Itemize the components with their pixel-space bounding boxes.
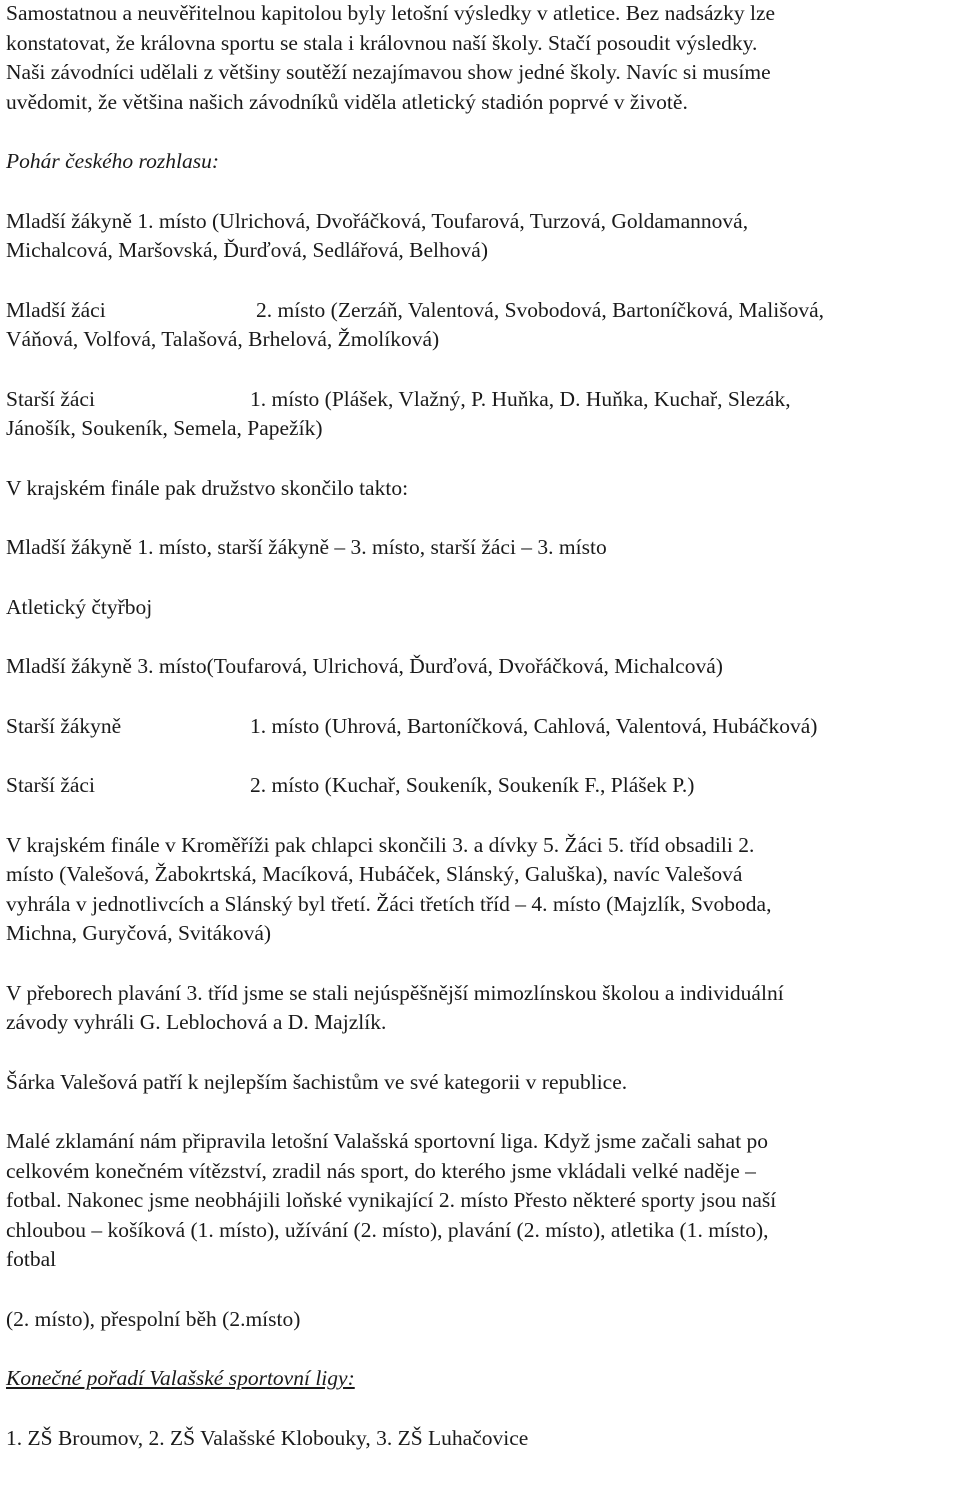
kromeriz-paragraph xyxy=(6,831,954,949)
text-line: Michna, Guryčová, Svitáková) xyxy=(6,921,272,945)
liga-tail-paragraph: (2. místo), přespolní běh (2.místo) xyxy=(6,1306,301,1331)
text-line: chloubou – košíková (1. místo), užívání (2. místo), plavání (2. místo), atletika (1. místo), xyxy=(6,1217,769,1242)
text-line: fotbal xyxy=(6,1247,57,1271)
category-label: Starší žáci xyxy=(6,386,95,411)
result-text: 1. místo (Plášek, Vlažný, P. Huňka, D. Huňka, Kuchař, Slezák, xyxy=(250,386,791,411)
sachy-paragraph: Šárka Valešová patří k nejlepším šachistům ve své kategorii v republice. xyxy=(6,1069,628,1094)
plavani-paragraph xyxy=(6,979,954,1038)
text-line: místo (Valešová, Žabokrtská, Macíková, Hubáček, Slánský, Galuška), navíc Valešová xyxy=(6,862,743,886)
text-line: konstatovat, že královna sportu se stala i královnou naší školy. Stačí posoudit výsledky. xyxy=(6,30,758,55)
pohar-heading: Pohár českého rozhlasu: xyxy=(6,149,219,173)
category-label: Starší žákyně xyxy=(6,713,122,738)
text-line: V krajském finále v Kroměříži pak chlapci skončili 3. a dívky 5. Žáci 5. tříd obsadili 2. xyxy=(6,832,755,857)
liga-paragraph xyxy=(6,1127,954,1275)
text-line: Naši závodníci udělali z většiny soutěží nezajímavou show jedné školy. Navíc si musíme xyxy=(6,60,771,84)
category-label: Starší žáci xyxy=(6,773,95,797)
result-continuation: Jánošík, Soukeník, Semela, Papežík) xyxy=(6,416,323,440)
text-line: V přeborech plavání 3. tříd jsme se stali nejúspěšnější mimozlínskou školou a individuální xyxy=(6,980,784,1005)
pohar-mladsi-zaci xyxy=(6,296,954,355)
text-line: Mladší žákyně 1. místo (Ulrichová, Dvořáčková, Toufarová, Turzová, Goldamannová, xyxy=(6,208,749,233)
result-continuation: Váňová, Volfová, Talašová, Brhelová, Žmolíková) xyxy=(6,327,440,351)
result-text: 2. místo (Kuchař, Soukeník, Soukeník F., Plášek P.) xyxy=(250,773,695,797)
ctyrboj-mladsi-zakyne: Mladší žákyně 3. místo(Toufarová, Ulrichová, Ďurďová, Dvořáčková, Michalcová) xyxy=(6,654,723,678)
krajske-finale-result: Mladší žákyně 1. místo, starší žákyně – 3. místo, starší žáci – 3. místo xyxy=(6,535,607,559)
ctyrboj-heading: Atletický čtyřboj xyxy=(6,594,153,619)
category-label: Mladší žáci xyxy=(6,297,106,322)
text-line: závody vyhráli G. Leblochová a D. Majzlík. xyxy=(6,1010,387,1034)
ctyrboj-starsi-zaci xyxy=(6,771,954,801)
text-line: Samostatnou a neuvěřitelnou kapitolou byly letošní výsledky v atletice. Bez nadsázky lze xyxy=(6,1,776,25)
text-line: Michalcová, Maršovská, Ďurďová, Sedlářová, Belhová) xyxy=(6,238,488,262)
pohar-starsi-zaci xyxy=(6,385,954,444)
text-line: celkovém konečném vítězství, zradil nás sport, do kterého jsme vkládali velké naděje – xyxy=(6,1158,756,1183)
krajske-finale-intro: V krajském finále pak družstvo skončilo takto: xyxy=(6,475,409,500)
text-line: vyhrála v jednotlivcích a Slánský byl třetí. Žáci třetích tříd – 4. místo (Majzlík, Svoboda, xyxy=(6,891,772,916)
intro-paragraph xyxy=(6,0,954,117)
pohar-mladsi-zakyne xyxy=(6,207,954,266)
result-text: 2. místo (Zerzáň, Valentová, Svobodová, Bartoníčková, Mališová, xyxy=(256,297,825,322)
result-text: 1. místo (Uhrová, Bartoníčková, Cahlová, Valentová, Hubáčková) xyxy=(250,713,818,738)
text-line: fotbal. Nakonec jsme neobhájili loňské vynikající 2. místo Přesto některé sporty jsou naší xyxy=(6,1188,777,1212)
poradi-heading: Konečné pořadí Valašské sportovní ligy: xyxy=(6,1366,355,1390)
text-line: Malé zklamání nám připravila letošní Valašská sportovní liga. Když jsme začali sahat po xyxy=(6,1129,769,1153)
ctyrboj-starsi-zakyne xyxy=(6,712,954,742)
poradi-result: 1. ZŠ Broumov, 2. ZŠ Valašské Klobouky, 3. ZŠ Luhačovice xyxy=(6,1425,529,1450)
text-line: uvědomit, že většina našich závodníků viděla atletický stadión poprvé v životě. xyxy=(6,89,688,114)
document-page xyxy=(6,0,954,1453)
